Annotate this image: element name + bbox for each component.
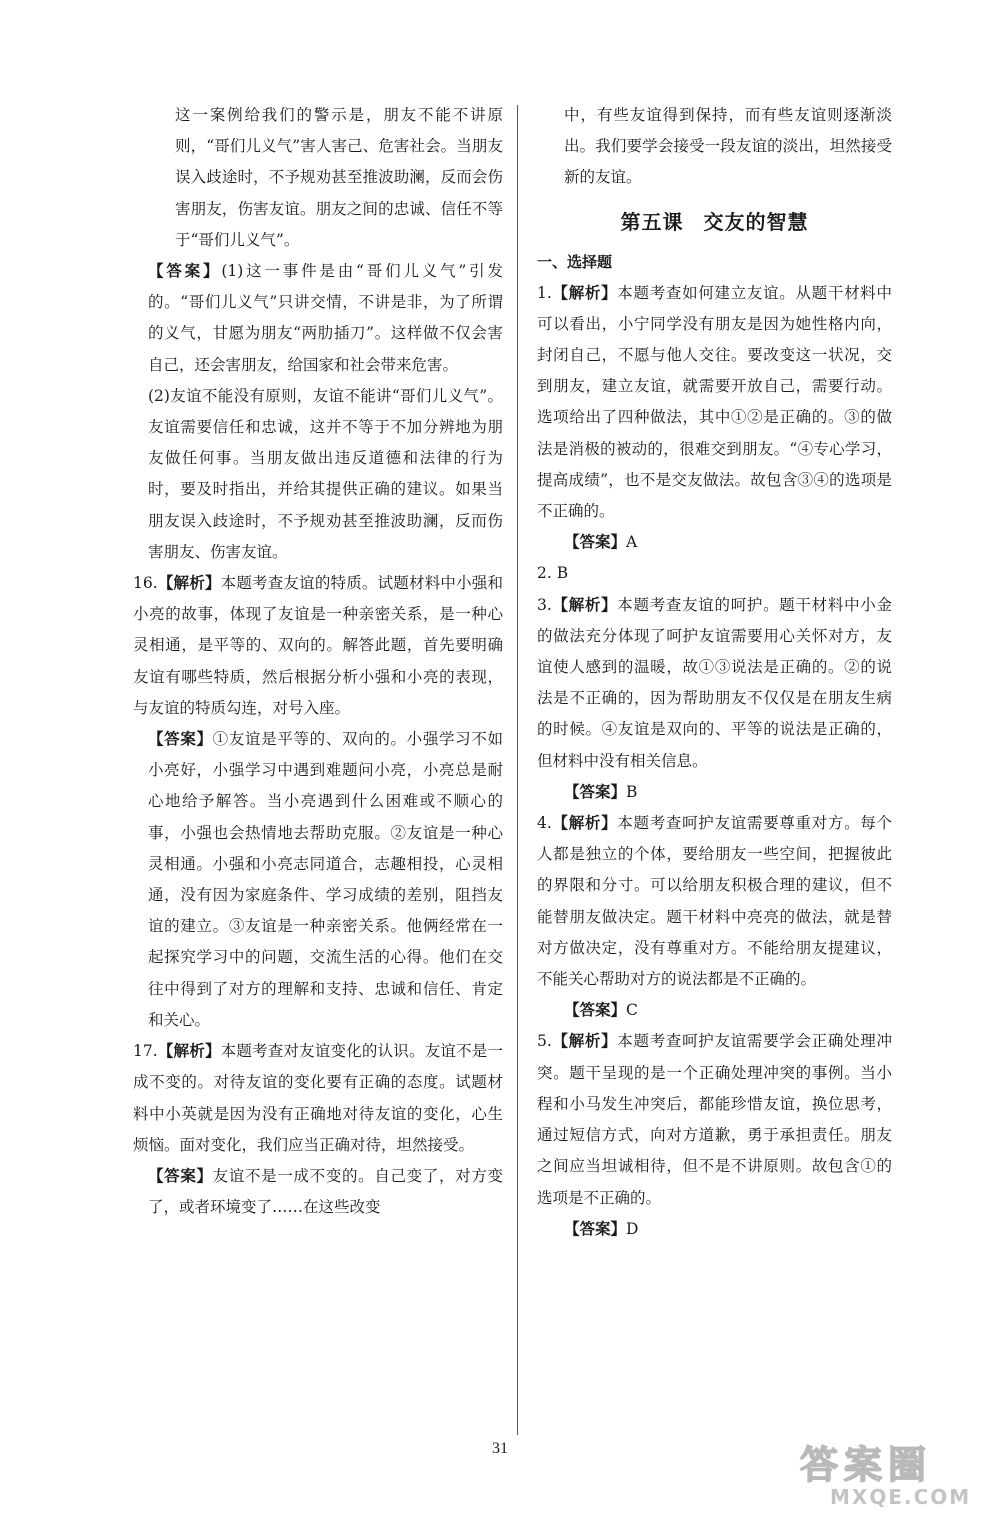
watermark-text: 答案圈 (800, 1443, 933, 1487)
lesson-title: 第五课 交友的智慧 (620, 209, 809, 234)
answer-15: 【答案】(1)这一事件是由“哥们儿义气”引发的。“哥们儿义气”只讲交情，不讲是非，为了所谓的义气，甘愿为朋友“两肋插刀”。这样做不仅会害自己，还会害朋友，给国家和社会带来危害。 (148, 262, 503, 374)
watermark-url: MXQE.COM (830, 1485, 972, 1509)
question-1-answer: 【答案】A (564, 533, 638, 552)
answer-tag: 【答案】 (148, 1166, 213, 1185)
question-3-answer: 【答案】B (564, 782, 638, 801)
continued-paragraph: 中，有些友谊得到保持，而有些友谊则逐渐淡出。我们要学会接受一段友谊的淡出，坦然接受新的友谊。 (564, 106, 892, 187)
question-4-analysis: 4.【解析】本题考查呵护友谊需要尊重对方。每个人都是独立的个体，要给朋友一些空间，把握彼此的界限和分寸。可以给朋友积极合理的建议，但不能替朋友做决定。题干材料中亮亮的做法，就是替对方做决定，没有尊重对方。不能给朋友提建议，不能关心帮助对方的说法都是不正确的。 (537, 814, 892, 989)
answer-tag: 【答案】 (564, 782, 627, 801)
question-3-analysis: 3.【解析】本题考查友谊的呵护。题干材料中小金的做法充分体现了呵护友谊需要用心关怀对方，友谊使人感到的温暖，故①③说法是正确的。②的说法是不正确的，因为帮助朋友不仅仅是在朋友生病的时候。④友谊是双向的、平等的说法是正确的，但材料中没有相关信息。 (537, 595, 892, 770)
answer-tag: 【答案】 (564, 1219, 627, 1238)
question-1-analysis: 1.【解析】本题考查如何建立友谊。从题干材料中可以看出，小宁同学没有朋友是因为她性格内向，封闭自己，不愿与他人交往。要改变这一状况，交到朋友，建立友谊，就需要开放自己，需要行动。选项给出了四种做法，其中①②是正确的。③的做法是消极的被动的，很难交到朋友。“④专心学习，提高成绩”，也不是交友做法。故包含③④的选项是不正确的。 (537, 283, 892, 521)
column-divider (517, 105, 518, 1435)
analysis-tag: 【解析】 (551, 595, 618, 614)
analysis-tag: 【解析】 (157, 1042, 221, 1061)
question-2-answer: 2. B (537, 564, 569, 583)
analysis-tag: 【解析】 (551, 283, 618, 302)
page-number: 31 (492, 1440, 508, 1457)
answer-tag: 【答案】 (148, 730, 213, 749)
watermark-logo (800, 1445, 980, 1513)
section-heading: 一、选择题 (537, 252, 613, 271)
answer-tag: 【答案】 (564, 533, 627, 552)
question-5-answer: 【答案】D (564, 1219, 639, 1238)
question-16-analysis: 16.【解析】本题考查友谊的特质。试题材料中小强和小亮的故事，体现了友谊是一种亲密关系，是一种心灵相通，是平等的、双向的。解答此题，首先要明确友谊有哪些特质，然后根据分析小强和小亮的表现，与友谊的特质勾连，对号入座。 (133, 574, 503, 717)
analysis-tag: 【解析】 (551, 814, 618, 833)
answer-15-part2: (2)友谊不能没有原则，友谊不能讲“哥们儿义气”。友谊需要信任和忠诚，这并不等于不加分辨地为朋友做任何事。当朋友做出违反道德和法律的行为时，要及时指出，并给其提供正确的建议。如果当朋友误入歧途时，不予规劝甚至推波助澜，反而伤害朋友、伤害友谊。 (148, 386, 503, 561)
question-4-answer: 【答案】C (564, 1001, 638, 1020)
right-column (537, 100, 892, 1245)
analysis-tag: 【解析】 (551, 1032, 618, 1051)
question-17-analysis: 17.【解析】本题考查对友谊变化的认识。友谊不是一成不变的。对待友谊的变化要有正确的态度。试题材料中小英就是因为没有正确地对待友谊的变化，心生烦恼。面对变化，我们应当正确对待，坦然接受。 (133, 1042, 503, 1154)
paragraph-warning: 这一案例给我们的警示是，朋友不能不讲原则，“哥们儿义气”害人害己、危害社会。当朋友误入歧途时，不予规劝甚至推波助澜，反而会伤害朋友，伤害友谊。朋友之间的忠诚、信任不等于“哥们儿义气”。 (175, 106, 503, 249)
question-5-analysis: 5.【解析】本题考查呵护友谊需要学会正确处理冲突。题干呈现的是一个正确处理冲突的事例。当小程和小马发生冲突后，都能珍惜友谊，换位思考，通过短信方式，向对方道歉，勇于承担责任。朋友之间应当坦诚相待，但不是不讲原则。故包含①的选项是不正确的。 (537, 1032, 892, 1207)
question-17-answer: 【答案】友谊不是一成不变的。自己变了，对方变了，或者环境变了……在这些改变 (148, 1166, 503, 1217)
answer-tag: 【答案】 (564, 1001, 627, 1020)
analysis-tag: 【解析】 (157, 574, 221, 593)
left-column (133, 100, 503, 1223)
question-16-answer: 【答案】①友谊是平等的、双向的。小强学习不如小亮好，小强学习中遇到难题问小亮，小亮总是耐心地给予解答。当小亮遇到什么困难或不顺心的事，小强也会热情地去帮助克服。②友谊是一种心灵相通。小强和小亮志同道合，志趣相投，心灵相通，没有因为家庭条件、学习成绩的差别，阻挡友谊的建立。③友谊是一种亲密关系。他俩经常在一起探究学习中的问题，交流生活的心得。他们在交往中得到了对方的理解和支持、忠诚和信任、肯定和关心。 (148, 730, 503, 1029)
answer-tag: 【答案】 (148, 262, 222, 281)
